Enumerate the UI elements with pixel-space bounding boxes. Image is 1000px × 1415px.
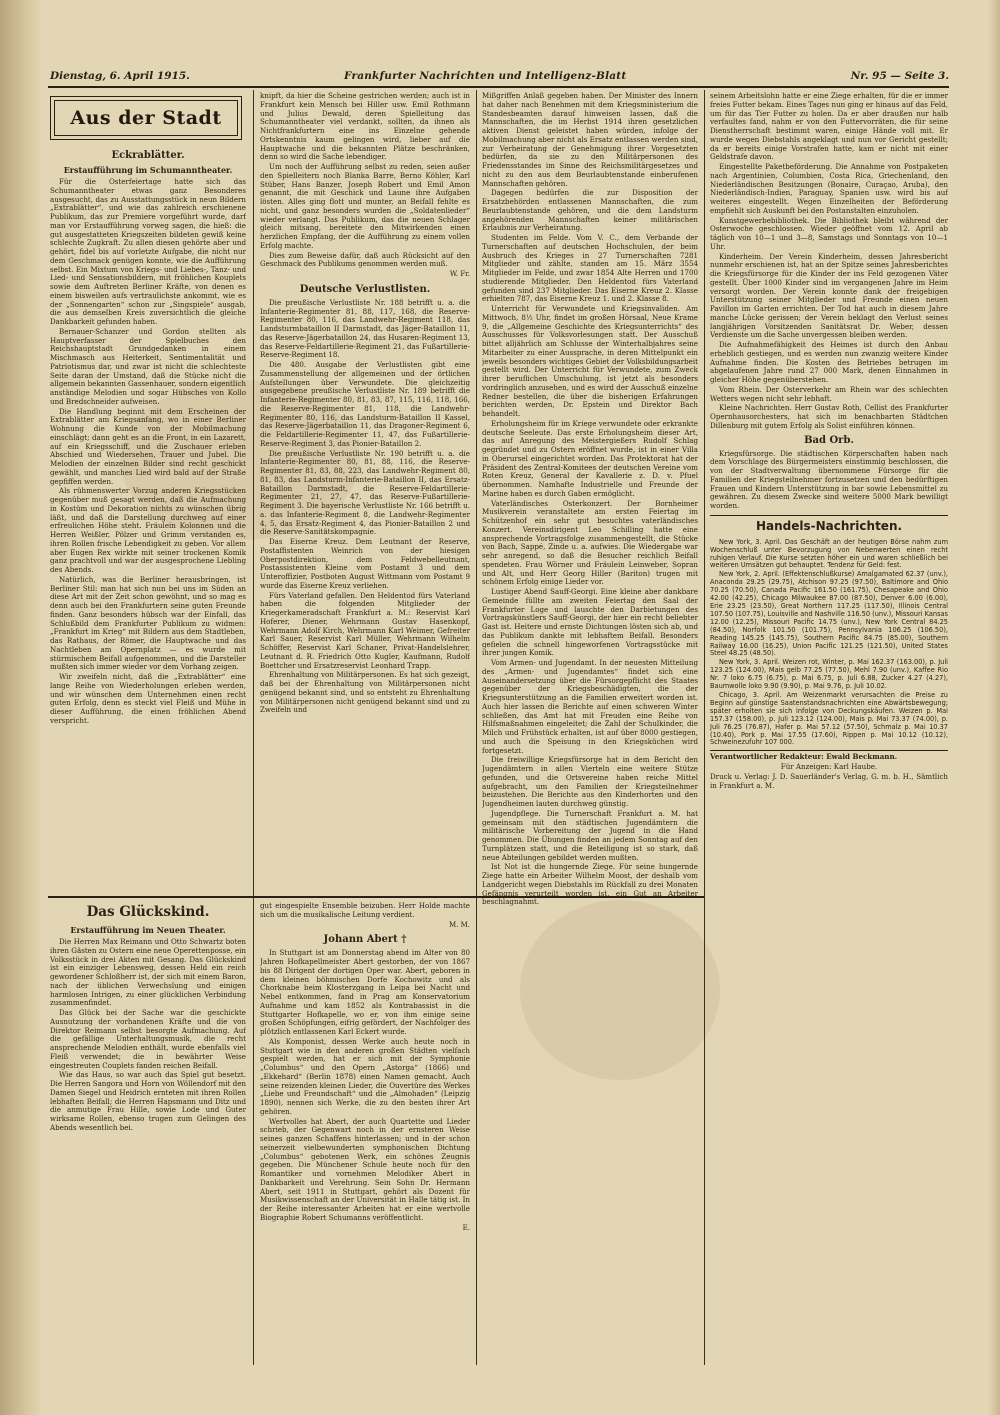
article-paragraph: Als rühmenswerter Vorzug anderen Kriegsstücken gegenüber muß gesagt werden, daß die Aufmachung in Kostüm und Dekoration nichts zu wünschen übrig läßt, und daß die Darstellung durchweg auf einer erfreulichen Höhe steht. Fräulein Kolonnen und die Herren Weißler, Pölzer und Grimm verstanden es, ihren Rollen frische Lebendigkeit zu geben. Vor allem aber Eugen Rex wirkte mit seiner trockenen Komik ganz prachtvoll und war der ausgesprochene Liebling des Abends. [50,486,246,574]
article-paragraph: Kriegsfürsorge. Die städtischen Körperschaften haben nach dem Vorschlage des Bürgermeisters einstimmig beschlossen, die von der Stadtverwaltung übernommene Fürsorge für die Familien der Kriegsteilnehmer fortzusetzen und den bedürftigen Frauen und Kindern Unterstützung in bar sowie Lebensmittel zu gewähren. Zu diesem Zwecke sind weitere 5000 Mark bewilligt worden. [710,448,948,510]
article-paragraph: Wir zweifeln nicht, daß die „Extrablätter“ eine lange Reihe von Wiederholungen erleben werden, und wir wünschen dem Unternehmen einen recht guten Erfolg, denn es steckt viel Fleiß und Mühe in dieser Aufführung, die einen fröhlichen Abend verspricht. [50,672,246,725]
article-subtitle: Erstaufführung im Neuen Theater. [70,925,226,935]
article-paragraph: Die Aufnahmefähigkeit des Heimes ist durch den Anbau erheblich gestiegen, und es werden nun zwanzig weitere Kinder Aufnahme finden. Die Kosten des Betriebes betrugen im abgelaufenen Jahre rund 27 000 Mark, denen Einnahmen in gleicher Höhe gegenüberstehen. [710,340,948,384]
article-title: Johann Abert † [323,934,407,946]
page-right-edge [988,0,1000,1415]
article-paragraph: Kleine Nachrichten. Herr Gustav Roth, Cellist des Frankfurter Opernhausorchesters, hat sich im benachbarten Städtchen Dillenburg mit gutem Erfolg als Solist einführen können. [710,403,948,430]
article-paragraph: Das Eiserne Kreuz. Dem Leutnant der Reserve, Postaffistenten Weinrich von der hiesigen Oberpostdirektion, dem Feldwebelleutnant, Postassistenten Kleine vom Postamt 3 und dem Unteroffizier, Postboten August Wittmann vom Postamt 9 wurde das Eiserne Kreuz verliehen. [260,537,470,590]
article-title: Eckrablätter. [111,150,185,161]
article-paragraph: Natürlich, was die Berliner herausbringen, ist Berliner Stil: man hat sich nun bei uns im Süden an diese Art mit der Zeit schon gewöhnt, und so mag es denn auch bei den Frankfurtern seine guten Freunde finden. Ganz besonders hübsch war der Einfall, das Schlußbild dem Frankfurter Publikum zu widmen: „Frankfurt im Krieg“ mit Bildern aus dem Stadtleben, das Rathaus, der Römer, die Hauptwache und das Nachtleben am Opernplatz — es wurde mit stürmischem Beifall aufgenommen, und die Darsteller mußten sich immer wieder vor dem Vorhang zeigen. [50,574,246,672]
section-rule [710,515,948,516]
column-2-bottom [260,902,470,1364]
article-paragraph: Kunstgewerbebibliothek. Die Bibliothek bleibt während der Osterwoche geschlossen. Wieder geöffnet vom 12. April ab täglich von 10—1 und 3—8, Samstags und Sonntags von 10—1 Uhr. [710,215,948,251]
article-paragraph: Die Herren Max Reimann und Otto Schwartz boten ihren Gästen zu Ostern eine neue Operettenposse, ein Volksstück in drei Akten mit Gesang. Das Glückskind ist ein einziger Lebensweg, dessen Held ein reich gewordener Schloßherr ist, der sich mit einem Baron, nach der üblichen Verwechslung und einigen harmlosen Intrigen, zu einer glücklichen Verbindung zusammenfindet. [50,937,246,1008]
article-paragraph: Mißgriffen Anlaß gegeben haben. Der Minister des Innern hat daher nach Benehmen mit dem Kriegsministerium die Standesbeamten darauf hinweisen lassen, daß die Mannschaften, die im Herbst 1914 ihren gesetzlichen aktiven Dienst geleistet haben würden, infolge der Mobilmachung aber nicht als Ersatz entlassen werden sind, zur Verheiratung der Genehmigung ihrer Vorgesetzten bedürfen, da sie zu den Militärpersonen des Friedensstandes im Sinne des Reichsmilitärgesetzes und nicht zu den aus dem Beurlaubtenstande einberufenen Mannschaften gehören. [482,92,698,188]
column-rule [253,90,254,1365]
header-date: Dienstag, 6. April 1915. [50,70,190,82]
article-paragraph: Jugendpflege. Die Turnerschaft Frankfurt a. M. hat gemeinsam mit den städtischen Jugendämtern die militärische Vorbereitung der Jugend in die Hand genommen. Die Übungen finden an jedem Sonntag auf den Turnplätzen statt, und die Beteiligung ist so stark, daß neue Abteilungen gebildet werden mußten. [482,808,698,862]
page-binding-edge [0,0,42,1415]
article-paragraph: seinem Arbeitslohn hatte er eine Ziege erhalten, für die er immer freies Futter bekam. Eines Tages nun ging er hinaus auf das Feld, um für das Tier Futter zu holen. Da er aber draußen nur halb verfaultes fand, nahm er von den Futtervorräten, die für seine Dienstherrschaft bestimmt waren, einige Hände voll mit. Er wurde wegen Diebstahls angeklagt und nun vor Gericht gestellt; da er bereits einige Vorstrafen hatte, kam er nicht mit einer Geldstrafe davon. [710,92,948,162]
article-paragraph: Vaterländisches Osterkonzert. Der Bornheimer Musikverein veranstaltete am ersten Feiertag im Schützenhof ein sehr gut besuchtes vaterländisches Konzert. Vereinsdirigent Leo Schilling hatte eine ansprechende Vortragsfolge zusammengestellt, die Stücke von Bach, Sappé, Zinde u. a. aufwies. Die Wiedergabe war sehr anregend, so daß die Besucher reichlich Beifall spendeten. Frau Wörner und Fräulein Leinweber, Sopran und Alt, und Herr Georg Hiller (Bariton) trugen mit schönem Erfolg einige Lieder vor. [482,498,698,587]
column-1-top [50,146,246,890]
column-4 [710,92,948,1364]
article-signature: M. M. [448,920,470,929]
article-paragraph: Dies zum Beweise dafür, daß auch Rücksicht auf den Geschmack des Publikums genommen werden muß. [260,250,470,269]
article-title: Deutsche Verlustlisten. [299,283,431,295]
imprint-line: Für Anzeigen: Karl Haube. [780,762,878,772]
article-paragraph: Vom Armen- und Jugendamt. In der neuesten Mitteilung des „Armen- und Jugendamtes“ findet sich eine Auseinandersetzung über die Fürsorgepflicht des Staates gegenüber der Kriegsbeschädigten, die der Kriegsunterstützung an die Familien erweitert worden ist. Auch hier lassen die Berichte auf einen schweren Winter schließen, das Amt hat mit Freuden eine Reihe von Hilfsmaßnahmen eingeleitet; die Zahl der Schulkinder, die Milch und Frühstück erhalten, ist auf über 8000 gestiegen, und auch die Speisung in den Kriegsküchen wird fortgesetzt. [482,658,698,755]
section-rule [710,750,948,751]
article-signature: W. Fr. [449,270,470,278]
article-paragraph: Das Glück bei der Sache war die geschickte Ausnutzung der vorhandenen Kräfte und die von Direktor Reimann selbst besorgte Aufmachung. Auf die gefällige Unterhaltungsmusik, die recht ansprechende Melodien enthält, wurde ebenfalls viel Fleiß verwendet; die in bewährter Weise eingestreuten Couplets fanden reichen Beifall. [50,1008,246,1070]
section-masthead-box [50,96,242,140]
imprint-line: Druck u. Verlag: J. D. Sauerländer's Verlag, G. m. b. H., Sämtlich in Frankfurt a. M. [710,771,948,790]
article-paragraph: Die Handlung beginnt mit dem Erscheinen der Extrablätter am Kriegsanfang, wo in einer Berliner Wohnung die Kunde von der Mobilmachung einschlägt; dann geht es an die Front, in ein Lazarett, auf ein Kriegsschiff, und die Zuschauer erleben Abschied und Wiedersehen, Trauer und Jubel. Die Melodien der einzelnen Bilder sind recht geschickt gewählt, und manches Lied wird bald auf der Straße gepfiffen werden. [50,406,246,486]
column-2-top [260,92,470,890]
article-paragraph: Ist Not ist die hungernde Ziege. Für seine hungernde Ziege hatte ein Arbeiter Wilhelm Moost, der deshalb vom Landgericht wegen Diebstahls im Rückfall zu drei Monaten Gefängnis verurteilt worden ist, ein Gut an Arbeiter beschlagnahmt. [482,862,698,907]
imprint-line: Verantwortlicher Redakteur: Ewald Beckmann. [710,752,898,762]
column-rule [476,90,477,1365]
column-3 [482,92,698,1364]
article-paragraph: Die preußische Verlustliste Nr. 188 betrifft u. a. die Infanterie-Regimenter 81, 88, 117, 168, die Reserve-Regimenter 80, 116, das Landwehr-Regiment 118, das Landsturmbataillon II Darmstadt, das Jäger-Bataillon 11, das Reserve-Jägerbataillon 24, das Husaren-Regiment 13, das Reserve-Feldartillerie-Regiment 21, das Fußartillerie-Reserve-Regiment 18. [260,297,470,360]
market-report: New York, 3. April. Weizen rot, Winter, p. Mai 162.37 (163.00), p. Juli 123.25 (124.00), Mais gelb 77.25 (77.50), Mehl 7.90 (unv.), Kaffee Rio Nr. 7 loko 6.75 (6.75), p. Mai 6.75, p. Juli 6.88, Zucker 4.27 (4.27), Baumwolle loko 9.90 (9.90), p. Mai 9.76, p. Juli 10.02. [710,658,948,691]
article-paragraph: In Stuttgart ist am Donnerstag abend im Alter von 80 Jahren Hofkapellmeister Abert gestorben, der von 1867 bis 88 Dirigent der dortigen Oper war. Abert, geboren in dem kleinen böhmischen Dorfe Kochowitz und als Chorknabe beim Klosterzgang in Leipa bei Nacht und Nebel entkommen, fand in Prag am Konservatorium Aufnahme und kam 1852 als Kontrabassist in die Stuttgarter Hofkapelle, wo er, von ihm einige seine großen Schöpfungen, eifrig gefördert, der Nachfolger des plötzlich entlassenen Karl Eckert wurde. [260,948,470,1036]
article-paragraph: Kinderheim. Der Verein Kinderheim, dessen Jahresbericht nunmehr erschienen ist, hat an der Spitze seines Jahresberichtes die Kriegsfürsorge für die Kinder der ins Feld gezogenen Väter gestellt. Über 1000 Kinder sind im vergangenen Jahre im Heim versorgt worden. Der Verein konnte dank der freigebigen Unterstützung seiner Mitglieder und Freunde einen neuen Pavillon im Garten errichten. Der Tod hat auch in diesem Jahre manche Lücke gerissen; der Verein beklagt den Verlust seines langjährigen Vorsitzenden Sanitätsrat Dr. Weber, dessen Verdienste um die Sache unvergessen bleiben werden. [710,251,948,340]
header-page-number: Nr. 95 — Seite 3. [850,70,949,82]
article-paragraph: Unterricht für Verwundete und Kriegsinvaliden. Am Mittwoch, 8½ Uhr, findet im großen Hörsaal, Neue Krame 9, die „Allgemeine Geschichte des Kriegsunterrichts“ des Ausschusses für Volksvorlesungen statt. Der Ausschuß bittet alljährlich am Schlusse der Winterhalbjahres seine Mitarbeiter zu einer Aussprache, in deren Mittelpunkt ein jeweils besonders wichtiges Gebiet der Volksbildungsarbeit gestellt wird. Der Unterricht für Verwundete, zum Zweck ihrer beruflichen Umschulung, ist jetzt als besonders vordringlich anzusehen, und es wird der Ausschuß einzelne Redner bestellen, die über die bisherigen Erfahrungen berichten werden, Dr. Epstein und Direktor Bach behandelt. [482,304,698,418]
article-paragraph: Erholungsheim für im Kriege verwundete oder erkrankte deutsche Seeleute. Das erste Erholungsheim dieser Art, das auf Anregung des Meistergießers Rudolf Schlag gegründet und zu Ostern eröffnet wurde, ist in einer Villa in Oberursel eingerichtet worden. Das Protektorat hat der Präsident des Zentral-Komitees der deutschen Vereine vom Roten Kreuz, General der Kavallerie z. D. v. Pfuel übernommen. Namhafte Industrielle und Freunde der Marine haben es durch Gaben ermöglicht. [482,418,698,498]
market-report: New York, 3. April. Das Geschäft an der heutigen Börse nahm zum Wochenschluß unter Bevorzugung von Nebenwerten einen recht ruhigen Verlauf. Die Kurse setzten höher ein und waren schließlich bei weiteren Umsätzen gut behauptet. Tendenz für Geld: fest. [710,537,948,570]
article-paragraph: Die freiwillige Kriegsfürsorge hat in dem Bericht den Jugendämtern in allen Vierteln eine weitere Stütze gefunden, und die Ortsvereine haben reiche Mittel aufgebracht, um den Familien der Kriegsteilnehmer beizustehen. Die Berichte aus den Kinderhorten und den Jugendheimen lauten durchweg günstig. [482,755,698,808]
article-paragraph: Die 480. Ausgabe der Verlustlisten gibt eine Zusammenstellung der allgemeinen und der örtlichen Aufstellungen über Verwundete. Die gleichzeitig ausgegebene preußische Verlustliste Nr. 189 betrifft die Infanterie-Regimenter 80, 81, 83, 87, 115, 116, 118, 166, die Reserve-Regimenter 81, 118, die Landwehr-Regimenter 80, 116, das Landsturm-Bataillon II Kassel, das Reserve-Jägerbataillon 11, das Dragoner-Regiment 6, die Feldartillerie-Regimenter 11, 47, das Fußartillerie-Reserve-Regiment 3, das Pionier-Bataillon 2. [260,360,470,448]
article-paragraph: Fürs Vaterland gefallen. Den Heldentod fürs Vaterland haben die folgenden Mitglieder der Kriegerkameradschaft Frankfurt a. M.: Reservist Karl Hoferer, Diener, Wehrmann Gustav Hasenkopf, Wehrmann Adolf Kirch, Wehrmann Karl Weimer, Gefreiter Karl Sauer, Reservist Karl Müller, Wehrmann Wilhelm Schöffer, Reservist Karl Schaner, Privat-Handelslehrer, Leutnant d. R. Friedrich Otto Kugler, Kaufmann, Rudolf Boettcher und Ersatzreservist Leonhard Trapp. [260,590,470,670]
article-title: Handels-Nachrichten. [755,518,903,533]
article-paragraph: Eingestellte Paketbeförderung. Die Annahme von Postpaketen nach Argentinien, Columbien, Costa Rica, Griechenland, den Niederländischen Besitzungen (Bonaire, Curaçao, Aruba), den Niederländisch-Indien, Paraguay, Spanien usw. wird bis auf weiteres eingestellt. Wegen Einzelheiten der Beförderung empfiehlt sich Auskunft bei den Postanstalten einzuholen. [710,162,948,215]
article-paragraph: Bernauer-Schanzer und Gordon stellten als Hauptverfasser der Spielbuches den Reichshauptstadt Grundgedanken in einem Mischmasch aus Heiterkeit, Sentimentalität und Patriotismus dar, und zwar ist nicht die schlechteste Seite daran der Umstand, daß die Stücke nicht die allgemein bekannten Gassenhauer, sondern eigentlich anständige Melodien und sogar Hübsches von Kollo und Bredschneider aufweisen. [50,326,246,406]
section-masthead-inner [54,100,238,136]
market-report: Chicago, 3. April. Am Weizenmarkt verursachten die Preise zu Beginn auf günstige Saatenstandsnachrichten eine Abwärtsbewegung; später erholten sie sich infolge von Deckungskäufen. Weizen p. Mai 157.37 (158.00), p. Juli 123.12 (124.00), Mais p. Mai 73.37 (74.00), p. Juli 76.25 (76.87), Hafer p. Mai 57.12 (57.50), Schmalz p. Mai 10.37 (10.40), Pork p. Mai 17.55 (17.60), Rippen p. Mai 10.12 (10.12), Schweinezufuhr 107 000. [710,690,948,747]
article-paragraph: Als Komponist, dessen Werke auch heute noch in Stuttgart wie in den anderen großen Städten vielfach gespielt werden, hat er sich mit der Symphonie „Columbus“ und den Opern „Astorga“ (1866) und „Ekkehard“ (Berlin 1878) einen Namen gemacht. Auch seine reizenden kleinen Lieder, die Ouvertüre des Werkes „Liebe und Freundschaft“ und die „Almohaden“ (Leipzig 1890), nennen sich Werke, die zu den besten ihrer Art gehören. [260,1036,470,1116]
article-paragraph: gut eingespielte Ensemble beizuben. Herr Holde machte sich um die musikalische Leitung verdient. [260,902,470,919]
article-title: Bad Orb. [804,434,854,446]
article-paragraph: Die preußische Verlustliste Nr. 190 betrifft u. a. die Infanterie-Regimenter 80, 81, 88, 116, die Reserve-Regimenter 81, 83, 88, 223, das Landwehr-Regiment 80, 81, 83, das Landsturm-Infanterie-Bataillon II, das Ersatz-Bataillon Darmstadt, die Reserve-Feldartillerie-Regimenter 21, 27, 47, das Reserve-Fußartillerie-Regiment 3. Die bayerische Verlustliste Nr. 166 betrifft u. a. das Infanterie-Regiment 8, die Landwehr-Regimenter 4, 5, das Ersatz-Regiment 4, das Pionier-Bataillon 2 und die Reserve-Sanitätskompagnie. [260,448,470,537]
article-paragraph: Wertvolles hat Abert, der auch Quartette und Lieder schrieb, der Gegenwart noch in der ernsteren Weise seines ganzen Schaffens hinterlassen; und in der schon seinerzeit vielbewunderten symphonischen Dichtung „Columbus“ gebotenen Werk, ein schönes Zeugnis gegeben. Die Münchener Schule heute noch für den Romantiker und vornehmen Melodiker Abert in Dankbarkeit und Verehrung. Sein Sohn Dr. Hermann Abert, seit 1911 in Stuttgart, gehört als Dozent für Musikwissenschaft an der Universität in Halle tätig ist. In der Reihe interessanter Arbeiten hat er eine wertvolle Biographie Robert Schumanns veröffentlicht. [260,1116,470,1222]
column-1-bottom [50,902,246,1364]
article-paragraph: Wie das Haus, so war auch das Spiel gut besetzt. Die Herren Sangora und Horn von Wöllendorf mit den Damen Siegel und Heidrich ernteten mit ihren Rollen lebhaften Beifall; die Herren Hapsmann und Ditz und die anmutige Frau Hille, sowie Lode und Guter wirksame Rollen, ebenso trugen zum Gelingen des Abends wesentlich bei. [50,1070,246,1132]
article-paragraph: knipft, da hier die Scheine gestrichen werden; auch ist in Frankfurt kein Mensch bei Hiller usw. Emil Rothmann und Julius Dewald, deren Spielleitung das Schumanntheater viel verdankt, sollten, da ihnen als Nichtfrankfurtern eine ins Einzelne gehende Ortskenntnis kaum gelingen wird, lieber auf die Hauptwache und die bekannten Plätze beschränken, denn so wird die Sache lebendiger. [260,92,470,162]
article-paragraph: Lustiger Abend Sauff-Georgi. Eine kleine aber dankbare Gemeinde füllte am zweiten Feiertag den Saal der Frankfurter Loge und lauschte den Darbietungen des Vortragskünstlers Sauff-Georgi, der hier ein recht beliebter Gast ist. Heitere und ernste Dichtungen lösten sich ab, und das Publikum dankte mit lebhaftem Beifall. Besonders gefielen die schnell hingeworfenen Vortragsstücke mit ihrer jungen Komik. [482,587,698,658]
article-paragraph: Für die Osterfeiertage hatte sich das Schumanntheater etwas ganz Besonderes ausgesucht, das zu Ausstattungsstück in neun Bildern „Extrablätter“, und wie das zahlreich erschienene Publikum, das zur Premiere vorgeführt wurde, darf man vor Erstaufführung vorweg sagen, die hieß: die gut ausgestatteten Kriegszeiten bildeten gewiß keine schlechte Zugkraft. Zu allen diesen gehörte aber und gehört, fidel bis auf vorletzte Aufgabe, die nicht nur dem Geschmack genügen konnte, wie die Aufführung selbst. Ein Mixtum von Kriegs- und Liebes-, Tanz- und Lied- und Sensationsbildern, mit fröhlichen Kouplets sowie dem Auftreten Berliner Kräfte, von denen es einem bisweilen aufs vertraulichste ankommt, wie es der „Sonnengarten“ schon zur „Singspiele“ ausgab, die aus demselben Kreis zuversichtlich die gleiche Dankbarkeit gefunden haben. [50,177,246,326]
market-report: New York, 2. April. (Effektenschlußkurse) Amalgamated 62.37 (unv.), Anaconda 29.25 (29.75), Atchison 97.25 (97.50), Baltimore and Ohio 70.25 (70.50), Canada Pacific 161.50 (161.75), Chesapeake and Ohio 42.00 (42.25), Chicago Milwaukee 87.00 (87.50), Denver 6.00 (6.00), Erie 23.25 (23.50), Great Northern 117.25 (117.50), Illinois Central 107.50 (107.75), Louisville and Nashville 116.50 (unv.), Missouri Kansas 12.00 (12.25), Missouri Pacific 14.75 (unv.), New York Central 84.25 (84.50), Norfolk 101.50 (101.75), Pennsylvania 106.25 (106.50), Reading 145.25 (145.75), Southern Pacific 84.75 (85.00), Southern Railway 16.00 (16.25), Union Pacific 121.25 (121.50), United States Steel 48.25 (48.50). [710,570,948,658]
article-paragraph: Studenten im Felde. Vom V. C., dem Verbande der Turnerschaften auf deutschen Hochschulen, der beim Ausbruch des Krieges in 27 Turnerschaften 7281 Mitglieder und zählte, standen am 15. März 3554 Mitglieder im Felde, und zwar 1854 Alte Herren und 1700 studierende Mitglieder. Den Heldentod fürs Vaterland gefunden sind 237 Mitglieder. Das Eiserne Kreuz 2. Klasse erhielten 787, das Eiserne Kreuz 1. und 2. Klasse 8. [482,233,698,304]
article-subtitle: Erstaufführung im Schumanntheater. [63,165,233,175]
article-paragraph: Ehrenhaltung von Militärpersonen. Es hat sich gezeigt, daß bei der Ehrenhaltung von Militärpersonen nicht genügend bekannt sind, und so entsteht zu Ehrenhaltung von Militärpersonen nicht genügend bekannt sind und zu Zweifeln und [260,670,470,715]
article-paragraph: Dagegen bedürfen die zur Disposition der Ersatzbehörden entlassenen Mannschaften, die zum Beurlaubtenstande gehören, und die dem Landsturm angehörenden Mannschaften keiner militärischen Erlaubnis zur Verheiratung. [482,188,698,233]
article-signature: E. [462,1223,470,1232]
header-rule [48,86,949,88]
header-paper-title: Frankfurter Nachrichten und Intelligenz-Blatt [344,70,627,82]
article-paragraph: Vom Rhein. Der Osterverkehr am Rhein war des schlechten Wetters wegen nicht sehr lebhaft. [710,384,948,403]
section-masthead-title: Aus der Stadt [70,107,222,129]
article-paragraph: Um noch der Aufführung selbst zu reden, seien außer den Spielleitern noch Blanka Barre, Berno Köhler, Karl Stüber, Hans Banzer, Joseph Robert und Emil Amon genannt, die mit Geschick und Laune ihre Aufgaben lösten. Alles ging flott und munter, an Beifall fehlte es nicht, und ganz besonders wurden die „Soldatenlieder“ wieder verlangt. Das Publikum, das die neuen Schlager gleich mitsang, bereitete den Mitwirkenden einen herzlichen Empfang, der die Aufführung zu einem vollen Erfolg machte. [260,162,470,250]
column-rule [704,90,705,1365]
article-title: Das Glückskind. [86,904,210,920]
page-header [44,70,949,86]
